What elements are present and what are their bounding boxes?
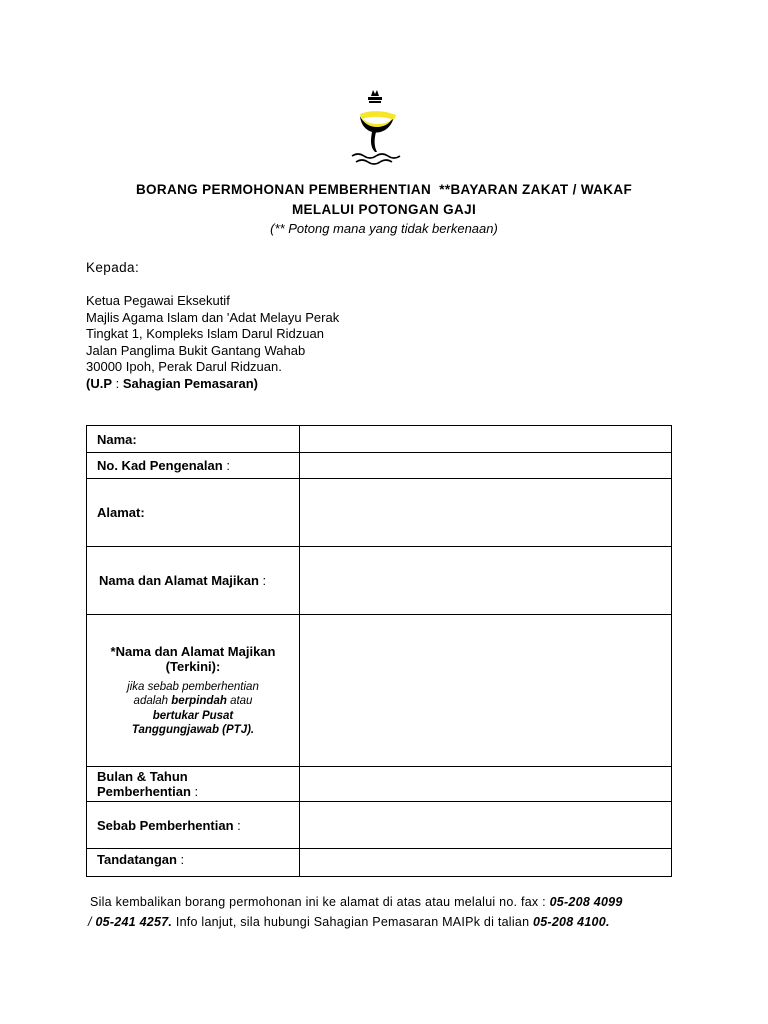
form-row-sebab	[87, 802, 672, 849]
form-row-majikan	[87, 547, 672, 615]
address-line: Jalan Panglima Bukit Gantang Wahab	[86, 342, 306, 358]
bulan-tahun-label-2: Pemberhentian	[97, 784, 191, 799]
majikan-terkini-input-cell[interactable]	[300, 615, 672, 767]
form-row-majikan-terkini	[87, 615, 672, 767]
note-bold-text: berpindah	[171, 695, 227, 707]
footer-text: Info lanjut, sila hubungi Sahagian Pemasaran MAIPk di talian	[172, 915, 533, 929]
form-row-ic	[87, 453, 672, 479]
attention-prefix: (U.P	[86, 375, 112, 391]
ic-label: No. Kad Pengenalan	[97, 458, 223, 473]
note-line: bertukar Pusat	[152, 709, 234, 722]
note-line	[87, 694, 299, 709]
salutation: Kepada:	[86, 260, 140, 275]
address-line: Ketua Pegawai Eksekutif	[86, 293, 230, 308]
form-title-line-1: BORANG PERMOHONAN PEMBERHENTIAN **BAYARAN ZAKAT / WAKAF	[135, 182, 633, 197]
ic-colon: :	[222, 458, 230, 473]
majikan-terkini-note	[87, 680, 299, 738]
majikan-terkini-label-2: (Terkini):	[165, 658, 221, 674]
attention-department: Sahagian Pemasaran)	[122, 375, 258, 391]
alamat-label: Alamat:	[97, 505, 145, 520]
bulan-tahun-colon: :	[190, 784, 199, 799]
footer-line-1	[90, 892, 680, 912]
form-subtitle-note: (** Potong mana yang tidak berkenaan)	[270, 221, 498, 236]
footer-text: Sila kembalikan borang permohonan ini ke alamat di atas atau melalui no. fax :	[90, 895, 550, 909]
bulan-tahun-input-cell[interactable]	[300, 767, 672, 802]
recipient-address	[86, 293, 339, 393]
maipk-crest-logo	[344, 86, 406, 168]
majikan-terkini-label-1: *Nama dan Alamat Majikan	[110, 643, 276, 659]
address-line: 30000 Ipoh, Perak Darul Ridzuan.	[86, 359, 282, 375]
ic-input-cell[interactable]	[300, 453, 672, 479]
sebab-input-cell[interactable]	[300, 802, 672, 849]
tandatangan-input-cell[interactable]	[300, 849, 672, 877]
label-cell	[87, 802, 300, 849]
application-form-table	[86, 425, 672, 877]
sebab-label: Sebab Pemberhentian	[97, 817, 234, 833]
bulan-tahun-label-1: Bulan & Tahun	[97, 769, 188, 784]
sebab-colon: :	[233, 817, 241, 833]
form-row-tandatangan	[87, 849, 672, 877]
note-text: adalah	[133, 695, 172, 707]
attention-line	[86, 376, 339, 393]
form-row-bulan-tahun	[87, 767, 672, 802]
address-line: Tingkat 1, Kompleks Islam Darul Ridzuan	[86, 326, 324, 342]
tandatangan-colon: :	[176, 852, 185, 867]
footer-slash: /	[88, 915, 96, 929]
form-row-nama	[87, 426, 672, 453]
note-line: Tanggungjawab (PTJ).	[131, 724, 255, 736]
attention-colon: :	[112, 375, 123, 391]
note-line: jika sebab pemberhentian	[127, 680, 259, 693]
label-cell	[87, 767, 300, 802]
label-cell	[87, 453, 300, 479]
majikan-input-cell[interactable]	[300, 547, 672, 615]
form-row-alamat	[87, 479, 672, 547]
address-line: Majlis Agama Islam dan 'Adat Melayu Perak	[86, 309, 340, 325]
label-cell	[87, 615, 300, 767]
label-cell	[87, 547, 300, 615]
tandatangan-label: Tandatangan	[97, 852, 177, 867]
note-text: atau	[226, 695, 253, 707]
majikan-label: Nama dan Alamat Majikan	[99, 573, 259, 588]
fax-number-2: 05-241 4257.	[95, 915, 173, 929]
form-title-line-2: MELALUI POTONGAN GAJI	[291, 202, 477, 217]
label-cell	[87, 426, 300, 453]
alamat-input-cell[interactable]	[300, 479, 672, 547]
majikan-colon: :	[258, 573, 267, 588]
return-instructions	[90, 892, 680, 932]
label-cell	[87, 849, 300, 877]
nama-label: Nama:	[97, 431, 137, 447]
nama-input-cell[interactable]	[300, 426, 672, 453]
label-cell	[87, 479, 300, 547]
fax-number-1: 05-208 4099	[549, 895, 623, 909]
phone-number: 05-208 4100.	[533, 915, 610, 929]
footer-line-2	[88, 912, 680, 932]
